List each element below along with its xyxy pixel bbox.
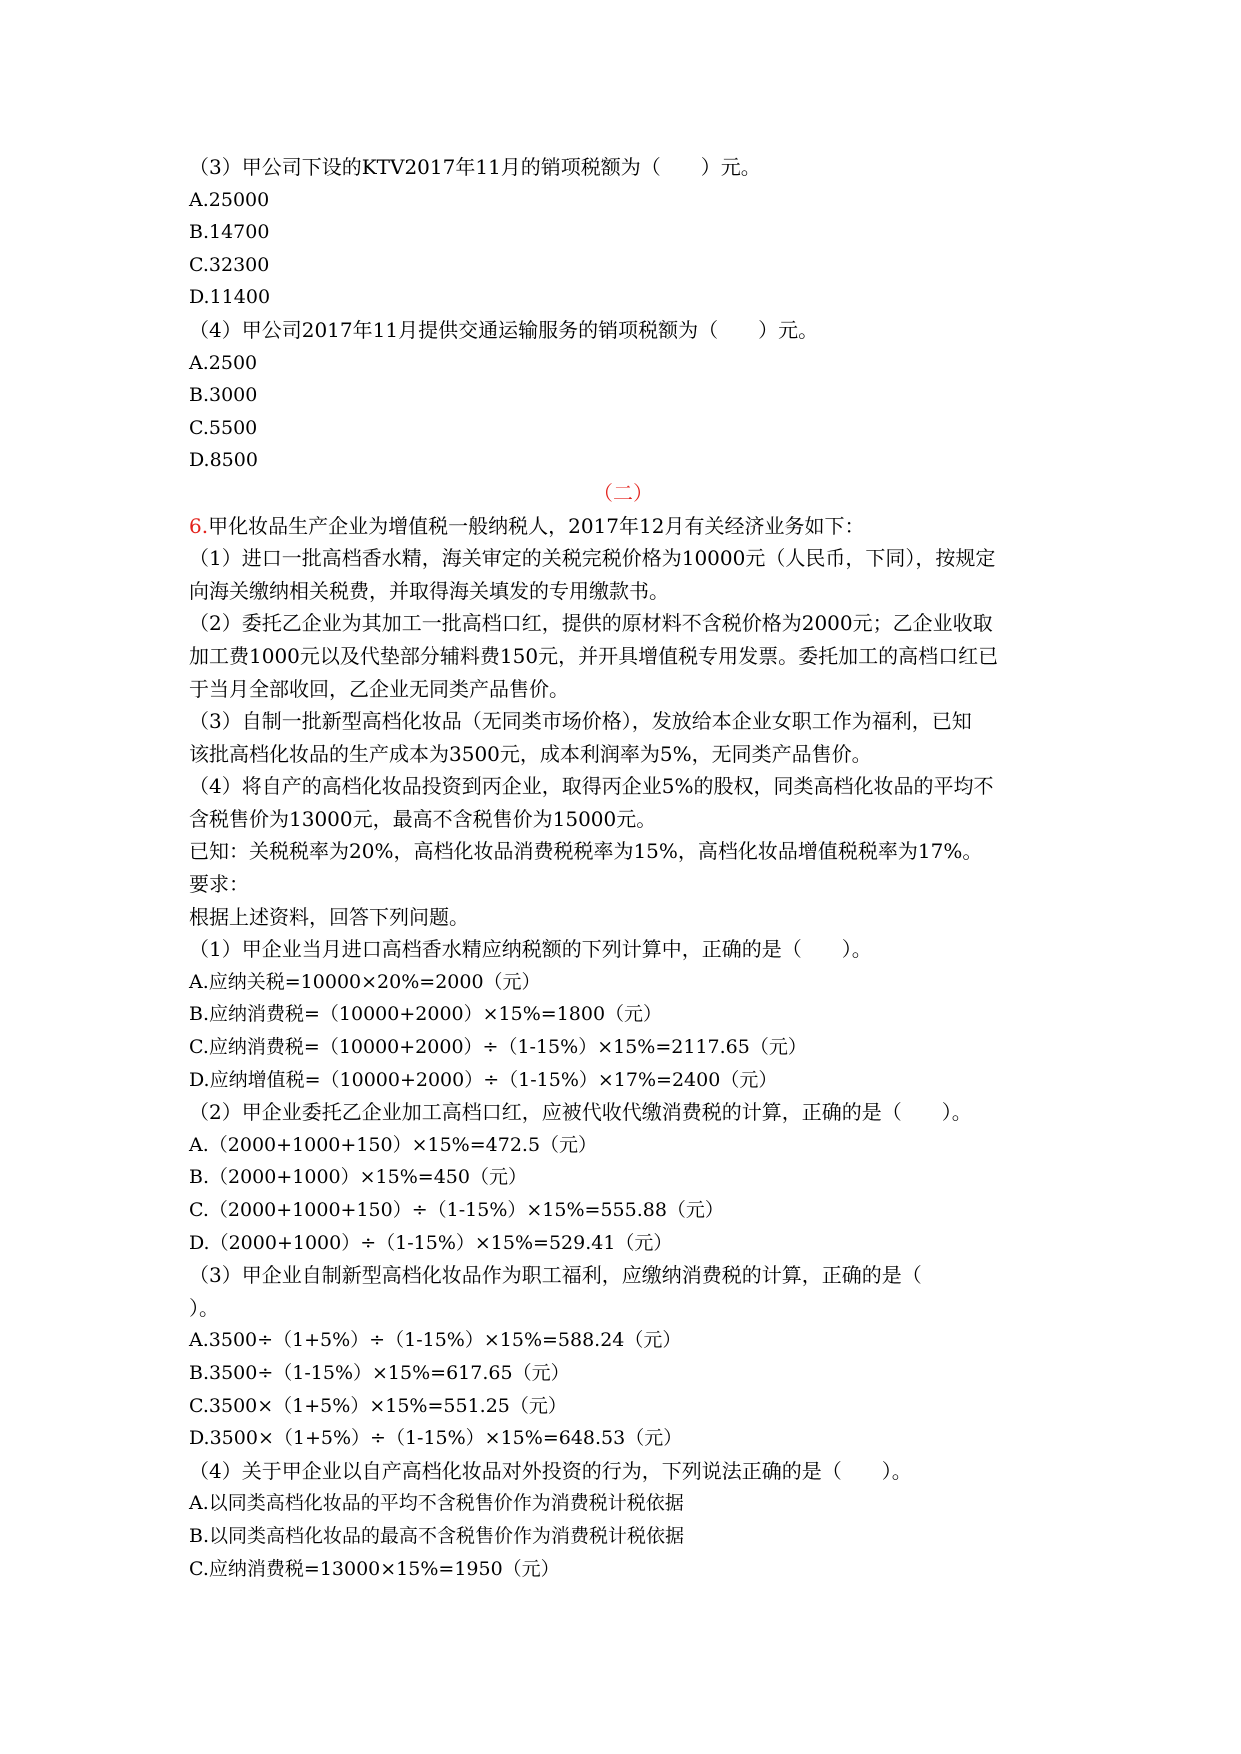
instruction: 根据上述资料，回答下列问题。 [189,904,469,929]
q4-option-c: C.5500 [189,416,258,439]
sq3-option-d: D.3500×（1+5%）÷（1-15%）×15%=648.53（元） [189,1427,683,1450]
sq2-option-b: B.（2000+1000）×15%=450（元） [189,1166,527,1189]
fact-line-2: 向海关缴纳相关税费，并取得海关填发的专用缴款书。 [189,578,669,603]
sq4-option-a: A.以同类高档化妆品的平均不含税售价作为消费税计税依据 [189,1492,684,1515]
sq1-option-c: C.应纳消费税=（10000+2000）÷（1-15%）×15%=2117.65（元） [189,1036,807,1059]
sq2-option-a: A.（2000+1000+150）×15%=472.5（元） [189,1133,598,1156]
fact-line-3: （2）委托乙企业为其加工一批高档口红，提供的原材料不含税价格为2000元；乙企业收取 [189,611,993,636]
question-6-intro: 甲化妆品生产企业为增值税一般纳税人，2017年12月有关经济业务如下： [208,513,865,538]
subquestion-1-stem: （1）甲企业当月进口高档香水精应纳税额的下列计算中，正确的是（ ）。 [189,937,872,962]
subquestion-3-stem-continued: ）。 [189,1295,219,1320]
sq3-option-c: C.3500×（1+5%）×15%=551.25（元） [189,1394,567,1417]
document-content [189,151,1057,1585]
requirement-label: 要求： [189,872,249,897]
fact-line-5: 于当月全部收回，乙企业无同类产品售价。 [189,676,569,701]
q3-option-b: B.14700 [189,221,270,244]
sq3-option-b: B.3500÷（1-15%）×15%=617.65（元） [189,1361,570,1384]
subquestion-2-stem: （2）甲企业委托乙企业加工高档口红，应被代收代缴消费税的计算，正确的是（ ）。 [189,1100,972,1125]
question-4-stem: （4）甲公司2017年11月提供交通运输服务的销项税额为（ ）元。 [189,317,819,342]
sq1-option-a: A.应纳关税=10000×20%=2000（元） [189,970,541,993]
q3-option-c: C.32300 [189,253,270,276]
fact-line-9: 含税售价为13000元，最高不含税售价为15000元。 [189,806,657,831]
fact-line-7: 该批高档化妆品的生产成本为3500元，成本利润率为5%，无同类产品售价。 [189,741,872,766]
fact-line-6: （3）自制一批新型高档化妆品（无同类市场价格），发放给本企业女职工作为福利，已知 [189,709,972,734]
q3-option-a: A.25000 [189,188,270,211]
question-6-intro-line [189,510,1057,543]
sq1-option-b: B.应纳消费税=（10000+2000）×15%=1800（元） [189,1003,663,1026]
sq1-option-d: D.应纳增值税=（10000+2000）÷（1-15%）×17%=2400（元） [189,1068,778,1091]
q4-option-d: D.8500 [189,449,258,472]
question-3-stem: （3）甲公司下设的KTV2017年11月的销项税额为（ ）元。 [189,155,761,179]
fact-line-4: 加工费1000元以及代垫部分辅料费150元，并开具增值税专用发票。委托加工的高档口红已 [189,643,999,668]
subquestion-3-stem: （3）甲企业自制新型高档化妆品作为职工福利，应缴纳消费税的计算，正确的是（ [189,1263,922,1288]
sq4-option-c: C.应纳消费税=13000×15%=1950（元） [189,1557,560,1580]
sq3-option-a: A.3500÷（1+5%）÷（1-15%）×15%=588.24（元） [189,1329,682,1352]
q4-option-a: A.2500 [189,351,258,374]
q4-option-b: B.3000 [189,384,258,407]
fact-line-1: （1）进口一批高档香水精，海关审定的关税完税价格为10000元（人民币，下同），按规定 [189,546,996,571]
known-data: 已知：关税税率为20%，高档化妆品消费税税率为15%，高档化妆品增值税税率为17%。 [189,839,983,864]
subquestion-4-stem: （4）关于甲企业以自产高档化妆品对外投资的行为，下列说法正确的是（ ）。 [189,1458,912,1483]
sq2-option-d: D.（2000+1000）÷（1-15%）×15%=529.41（元） [189,1231,673,1254]
question-number: 6. [189,513,209,538]
q3-option-d: D.11400 [189,286,271,309]
section-heading: （二） [593,480,653,505]
sq2-option-c: C.（2000+1000+150）÷（1-15%）×15%=555.88（元） [189,1199,724,1221]
fact-line-8: （4）将自产的高档化妆品投资到丙企业，取得丙企业5%的股权，同类高档化妆品的平均不 [189,774,994,799]
sq4-option-b: B.以同类高档化妆品的最高不含税售价作为消费税计税依据 [189,1524,685,1547]
